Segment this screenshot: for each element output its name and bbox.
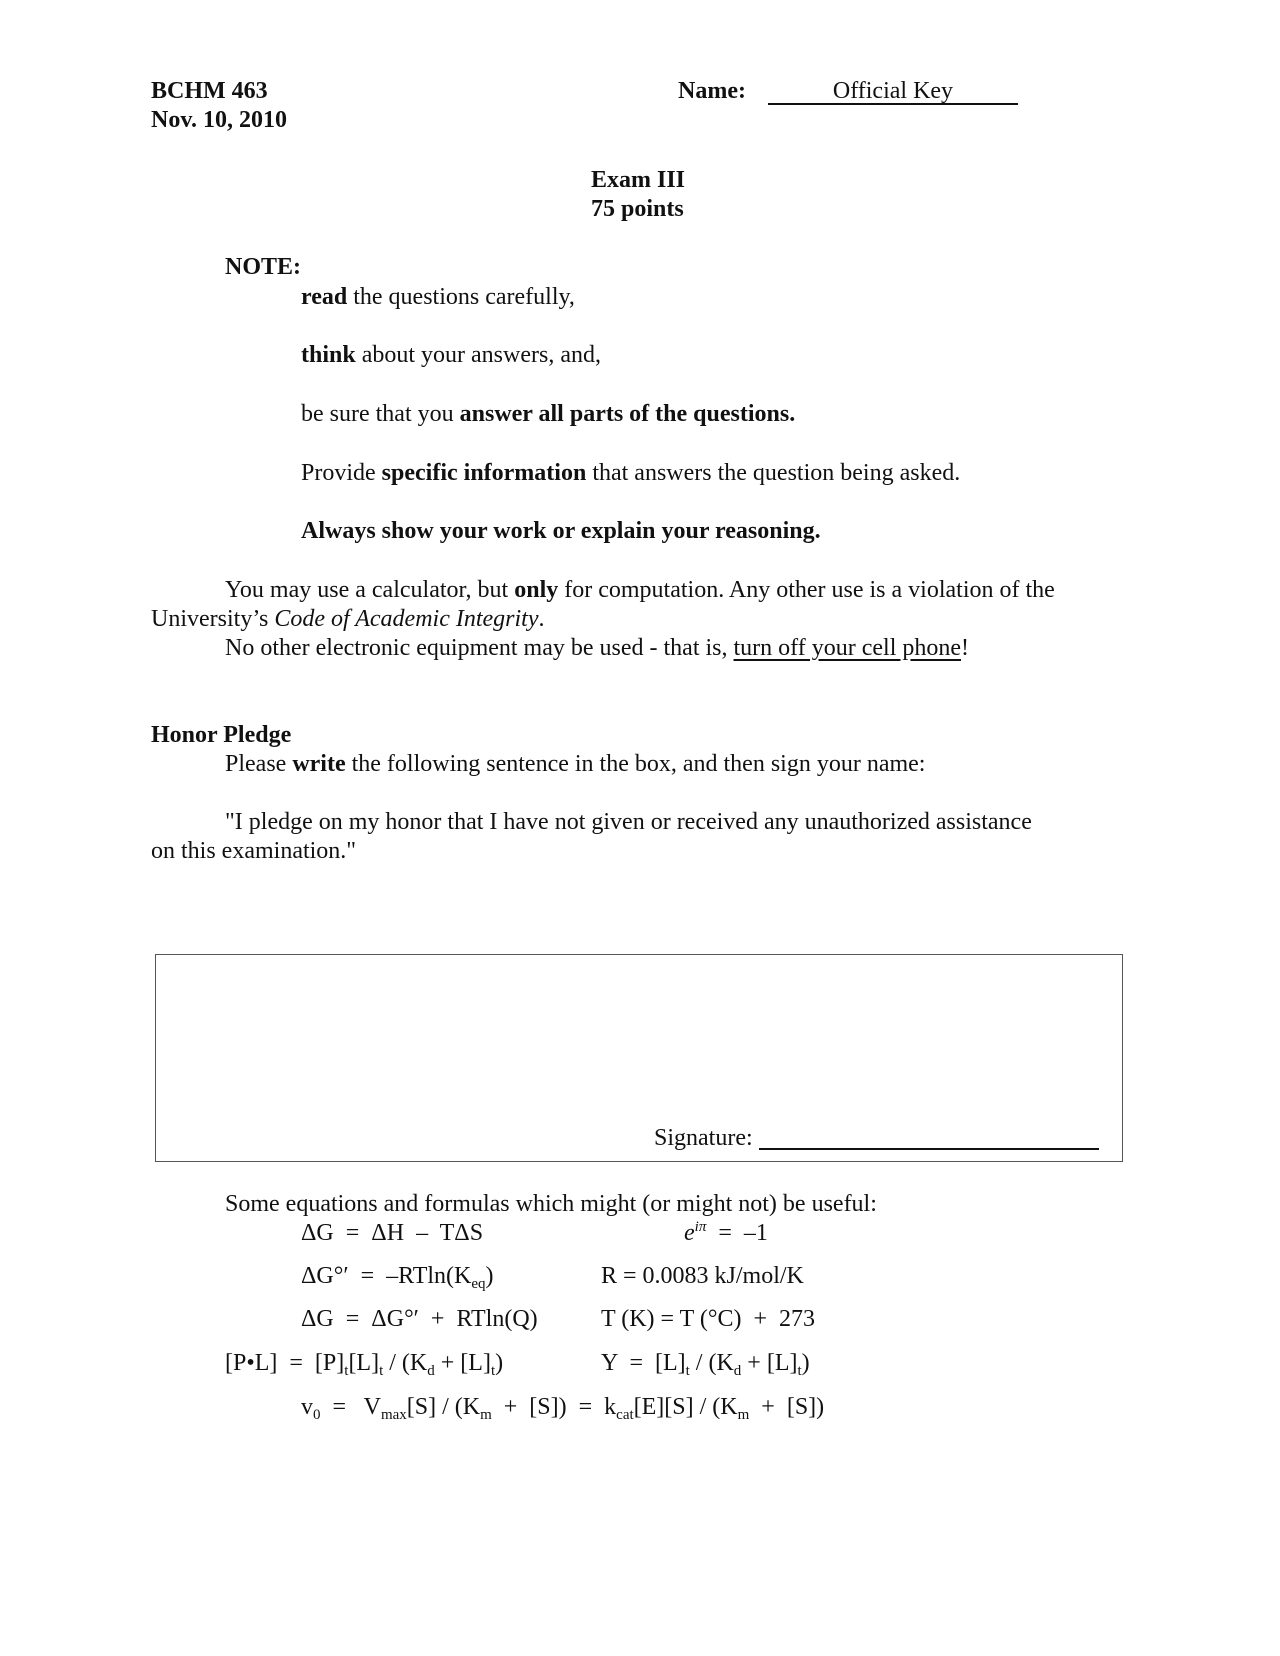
- eq9-s4: cat: [616, 1407, 634, 1423]
- eq9-s2: max: [380, 1407, 407, 1423]
- pledge-writing-box[interactable]: [155, 954, 1123, 1162]
- note-line-specific-pre: Provide: [301, 460, 382, 486]
- name-label: Name:: [678, 78, 746, 104]
- code-of-integrity: Code of Academic Integrity: [274, 606, 539, 632]
- honor-instr-write: write: [292, 751, 346, 777]
- eq7-d: + [L]: [434, 1350, 491, 1376]
- honor-instructions: [225, 750, 925, 778]
- equation-gibbs: ΔG = ΔH – TΔS: [301, 1220, 484, 1246]
- eq8-s1: t: [685, 1363, 690, 1379]
- pledge-text-line-1: "I pledge on my honor that I have not given or received any unauthorized assistance: [225, 809, 1032, 835]
- calculator-line-3: [225, 634, 969, 662]
- calculator-rest: for computation. Any other use is a violation of the: [558, 577, 1055, 603]
- equation-kelvin: T (K) = T (°C) + 273: [601, 1306, 815, 1332]
- calculator-line-1: [225, 576, 1055, 604]
- equation-gas-constant: R = 0.0083 kJ/mol/K: [601, 1263, 804, 1289]
- note-line-read-bold: read: [301, 284, 348, 310]
- eq3-post: ): [485, 1263, 494, 1289]
- note-line-think: [301, 341, 601, 369]
- eq7-s3: d: [427, 1363, 435, 1379]
- eq3-sub: eq: [471, 1276, 486, 1292]
- eq7-b: [L]: [348, 1350, 380, 1376]
- eq8-s2: d: [733, 1363, 742, 1379]
- note-line-answer-bold: answer all parts of the questions.: [459, 401, 796, 427]
- honor-instr-pre: Please: [225, 751, 293, 777]
- eq8-d: ): [801, 1350, 810, 1376]
- eq9-e: [E][S] / (K: [633, 1394, 738, 1420]
- note-line-think-bold: think: [301, 342, 356, 368]
- honor-instr-rest: the following sentence in the box, and then sign your name:: [345, 751, 926, 777]
- note-label: NOTE:: [225, 254, 302, 280]
- name-field: [678, 77, 1018, 105]
- euler-rest: = –1: [706, 1220, 768, 1246]
- note-line-specific-rest: that answers the question being asked.: [586, 460, 961, 486]
- euler-exponent: iπ: [694, 1219, 707, 1235]
- eq9-s5: m: [737, 1407, 750, 1423]
- note-line-specific-bold: specific information: [381, 460, 587, 486]
- eq9-s1: 0: [313, 1407, 321, 1423]
- note-line-show-work: Always show your work or explain your reasoning.: [301, 518, 821, 544]
- name-value: Official Key: [768, 79, 1018, 105]
- eq8-c: + [L]: [741, 1350, 798, 1376]
- honor-pledge-heading: Honor Pledge: [151, 722, 292, 748]
- eq9-d: + [S]) = k: [491, 1394, 617, 1420]
- eq7-s2: t: [379, 1363, 384, 1379]
- eq9-b: = V: [320, 1394, 381, 1420]
- eq3-pre: ΔG°′ = –RTln(K: [301, 1263, 472, 1289]
- course-code: BCHM 463: [151, 78, 268, 104]
- eq8-b: / (K: [689, 1350, 734, 1376]
- eq9-c: [S] / (K: [406, 1394, 481, 1420]
- equation-free-energy-q: ΔG = ΔG°′ + RTln(Q): [301, 1306, 538, 1332]
- eq8-a: Y = [L]: [601, 1350, 686, 1376]
- note-line-answer: [301, 400, 795, 428]
- note-line-answer-pre: be sure that you: [301, 401, 460, 427]
- eq7-e: ): [495, 1350, 504, 1376]
- equations-intro: Some equations and formulas which might (or might not) be useful:: [225, 1191, 877, 1217]
- eq7-c: / (K: [383, 1350, 428, 1376]
- note-line-read: [301, 283, 575, 311]
- equation-standard-free-energy: [301, 1262, 494, 1290]
- signature-label: Signature:: [654, 1125, 753, 1151]
- eq7-s4: t: [490, 1363, 496, 1379]
- cell-phone-warning: turn off your cell phone: [733, 635, 962, 661]
- note-line-specific: [301, 459, 960, 487]
- equation-euler: [684, 1219, 768, 1247]
- eq8-s3: t: [797, 1363, 802, 1379]
- equation-michaelis-menten: [301, 1393, 824, 1421]
- university-text: University’s: [151, 606, 275, 632]
- exam-date: Nov. 10, 2010: [151, 107, 288, 133]
- equation-complex: [225, 1349, 503, 1377]
- calculator-line-2-post: .: [538, 606, 545, 632]
- exam-points: 75 points: [591, 196, 684, 222]
- eq9-a: v: [301, 1394, 313, 1420]
- calculator-pre: You may use a calculator, but: [225, 577, 515, 603]
- calculator-line-2: [151, 605, 544, 633]
- euler-base: e: [684, 1220, 695, 1246]
- electronics-text: No other electronic equipment may be used - that is,: [225, 635, 734, 661]
- signature-line[interactable]: [759, 1148, 1099, 1150]
- note-line-read-rest: the questions carefully,: [347, 284, 575, 310]
- pledge-text-line-2: on this examination.": [151, 838, 357, 864]
- note-line-think-rest: about your answers, and,: [355, 342, 601, 368]
- calculator-only: only: [514, 577, 559, 603]
- eq9-f: + [S]): [749, 1394, 825, 1420]
- equation-fractional-saturation: [601, 1349, 810, 1377]
- calculator-line-3-post: !: [961, 635, 970, 661]
- eq9-s3: m: [480, 1407, 492, 1423]
- exam-title: Exam III: [591, 167, 686, 193]
- eq7-s1: t: [344, 1363, 349, 1379]
- eq7-a: [P•L] = [P]: [225, 1350, 345, 1376]
